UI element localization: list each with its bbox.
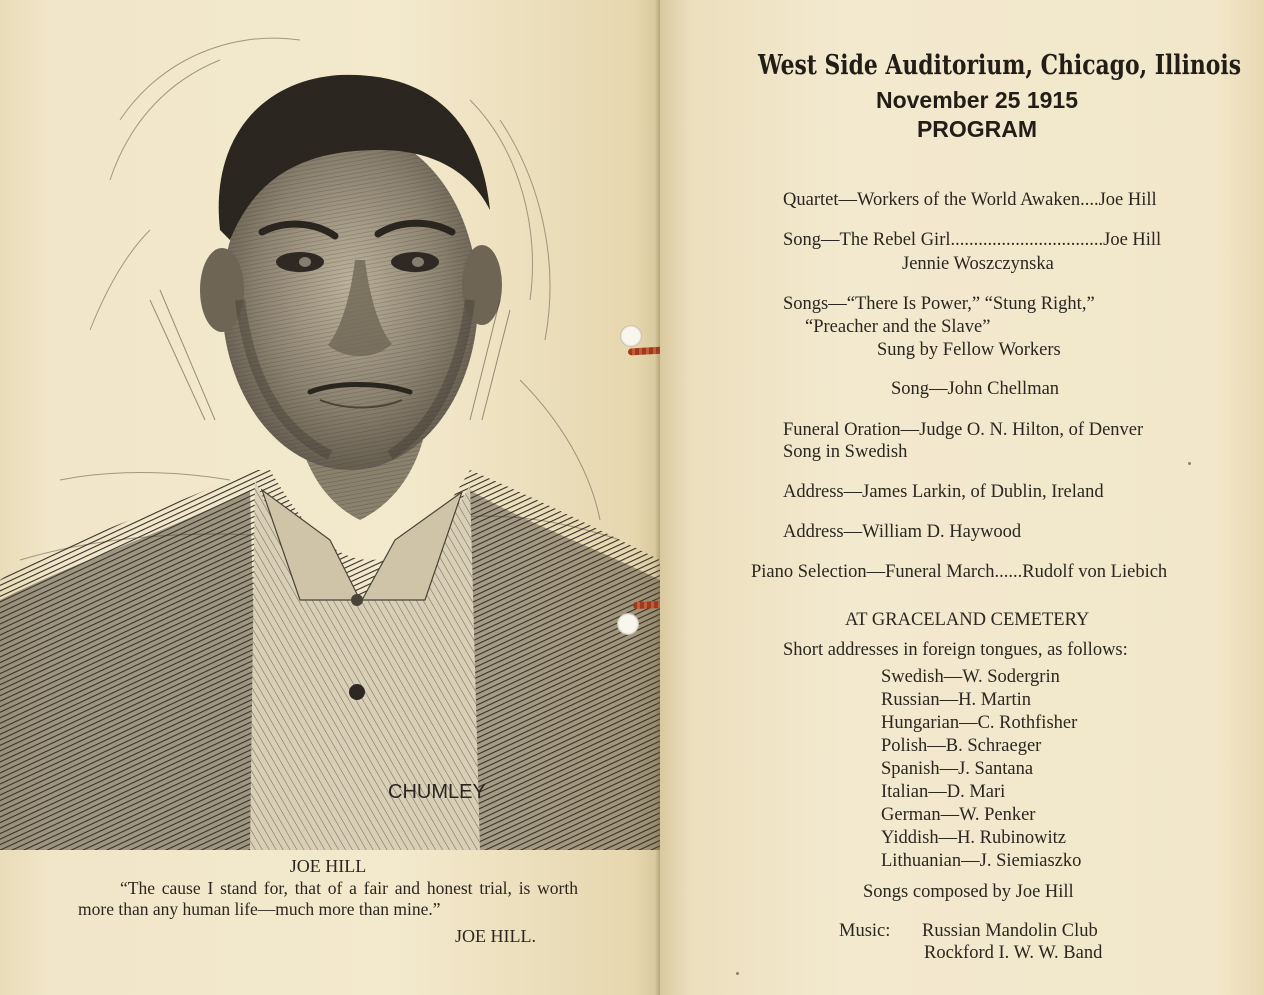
program-item-oration: Funeral Oration—Judge O. N. Hilton, of Denver xyxy=(783,420,1144,440)
event-date: November 25 1915 xyxy=(875,87,1078,113)
paper-speck xyxy=(736,972,739,975)
venue-title: West Side Auditorium, Chicago, Illinois xyxy=(758,50,1242,81)
caption-signature: JOE HILL. xyxy=(455,926,536,946)
cemetery-intro: Short addresses in foreign tongues, as follows: xyxy=(783,640,1128,660)
speaker-item: Lithuanian—J. Siemiaszko xyxy=(881,851,1082,871)
program-title: PROGRAM xyxy=(916,116,1038,142)
speaker-item: Swedish—W. Sodergrin xyxy=(881,667,1060,687)
music-performer: Russian Mandolin Club xyxy=(922,921,1098,941)
program-item-song-rebel-girl: Song—The Rebel Girl.................................Joe Hill xyxy=(783,230,1162,250)
artist-signature: CHUMLEY xyxy=(388,781,486,803)
music-performer: Rockford I. W. W. Band xyxy=(924,943,1103,963)
program-item-singer: Jennie Woszczynska xyxy=(902,254,1054,274)
speaker-item: Hungarian—C. Rothfisher xyxy=(881,713,1078,733)
program-item-songs: Songs—“There Is Power,” “Stung Right,” xyxy=(783,294,1095,314)
music-label: Music: xyxy=(839,921,891,941)
program-item-songs-performer: Sung by Fellow Workers xyxy=(877,340,1061,360)
program-item-quartet: Quartet—Workers of the World Awaken....Joe Hill xyxy=(783,190,1157,210)
cemetery-heading: AT GRACELAND CEMETERY xyxy=(845,610,1090,630)
speaker-item: Polish—B. Schraeger xyxy=(881,736,1042,756)
caption-name: JOE HILL xyxy=(289,856,367,876)
speaker-item: German—W. Penker xyxy=(881,805,1036,825)
program-item-song-swedish: Song in Swedish xyxy=(783,442,908,462)
speaker-item: Italian—D. Mari xyxy=(881,782,1006,802)
program-item-address-larkin: Address—James Larkin, of Dublin, Ireland xyxy=(783,482,1104,502)
program-item-songs-cont: “Preacher and the Slave” xyxy=(805,317,991,337)
paper-speck xyxy=(1188,462,1191,465)
program-item-song-chellman: Song—John Chellman xyxy=(891,379,1060,399)
caption-quote: “The cause I stand for, that of a fair and honest trial, is worth more than any human life—much more than mine.” xyxy=(78,878,578,919)
speaker-item: Yiddish—H. Rubinowitz xyxy=(881,828,1067,848)
program-item-address-haywood: Address—William D. Haywood xyxy=(783,522,1022,542)
songs-note: Songs composed by Joe Hill xyxy=(863,882,1074,902)
speaker-item: Russian—H. Martin xyxy=(881,690,1032,710)
speaker-item: Spanish—J. Santana xyxy=(881,759,1034,779)
program-item-piano: Piano Selection—Funeral March......Rudolf von Liebich xyxy=(751,562,1168,582)
